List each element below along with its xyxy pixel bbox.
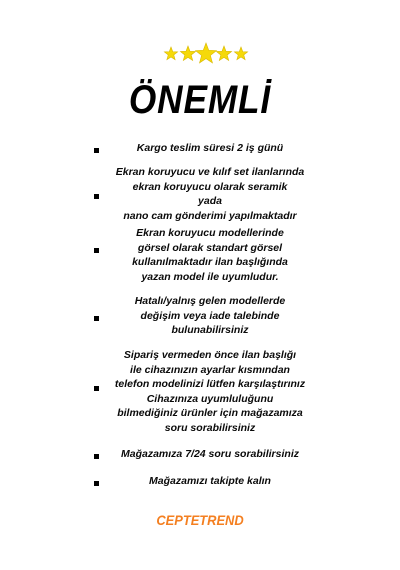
square-bullet-icon bbox=[94, 194, 99, 199]
list-item-text bbox=[110, 294, 310, 338]
list-item-line: kullanılmaktadır ilan başlığında bbox=[132, 256, 288, 268]
list-item-text bbox=[110, 447, 310, 462]
list-item-line: Sipariş vermeden önce ilan başlığı bbox=[123, 349, 297, 361]
list-item-line: yazan model ile uyumludur. bbox=[141, 270, 279, 283]
list-item-text bbox=[110, 141, 310, 156]
list-item-text bbox=[110, 226, 310, 284]
list-item-line: bulunabilirsiniz bbox=[171, 324, 249, 336]
list-item-text bbox=[110, 348, 310, 435]
square-bullet-icon bbox=[94, 148, 99, 153]
list-item-line: Kargo teslim süresi 2 iş günü bbox=[136, 142, 284, 154]
list-item-line: bilmediğiniz ürünler için mağazamıza bbox=[117, 407, 303, 419]
list-item-line: ekran koruyucu olarak seramik bbox=[132, 180, 288, 193]
list-item-line: Mağazamızı takipte kalın bbox=[149, 475, 271, 487]
square-bullet-icon bbox=[94, 316, 99, 321]
page-title: ÖNEMLİ bbox=[128, 78, 272, 122]
list-item-line: ile cihazınızın ayarlar kısmından bbox=[130, 363, 290, 376]
list-item-text bbox=[110, 474, 310, 489]
list-item-line: Ekran koruyucu ve kılıf set ilanlarında bbox=[115, 166, 305, 178]
list-item-line: Mağazamıza 7/24 soru sorabilirsiniz bbox=[121, 448, 299, 460]
list-item-line: yada bbox=[198, 195, 222, 207]
list-item-line: Cihazınıza uyumluluğunu bbox=[146, 392, 274, 405]
square-bullet-icon bbox=[94, 481, 99, 486]
list-item-line: değişim veya iade talebinde bbox=[140, 309, 280, 322]
list-item-line: nano cam gönderimi yapılmaktadır bbox=[123, 209, 297, 222]
list-item-text bbox=[110, 165, 310, 223]
square-bullet-icon bbox=[94, 386, 99, 391]
list-item-line: görsel olarak standart görsel bbox=[137, 241, 283, 254]
brand-name: CEPTETREND bbox=[156, 512, 244, 528]
list-item-line: telefon modelinizi lütfen karşılaştırınız bbox=[114, 378, 306, 390]
list-item-line: Ekran koruyucu modellerinde bbox=[136, 227, 284, 239]
list-item-line: soru sorabilirsiniz bbox=[164, 421, 256, 434]
list-item-line: Hatalı/yalnış gelen modellerde bbox=[134, 295, 286, 307]
square-bullet-icon bbox=[94, 248, 99, 253]
square-bullet-icon bbox=[94, 454, 99, 459]
